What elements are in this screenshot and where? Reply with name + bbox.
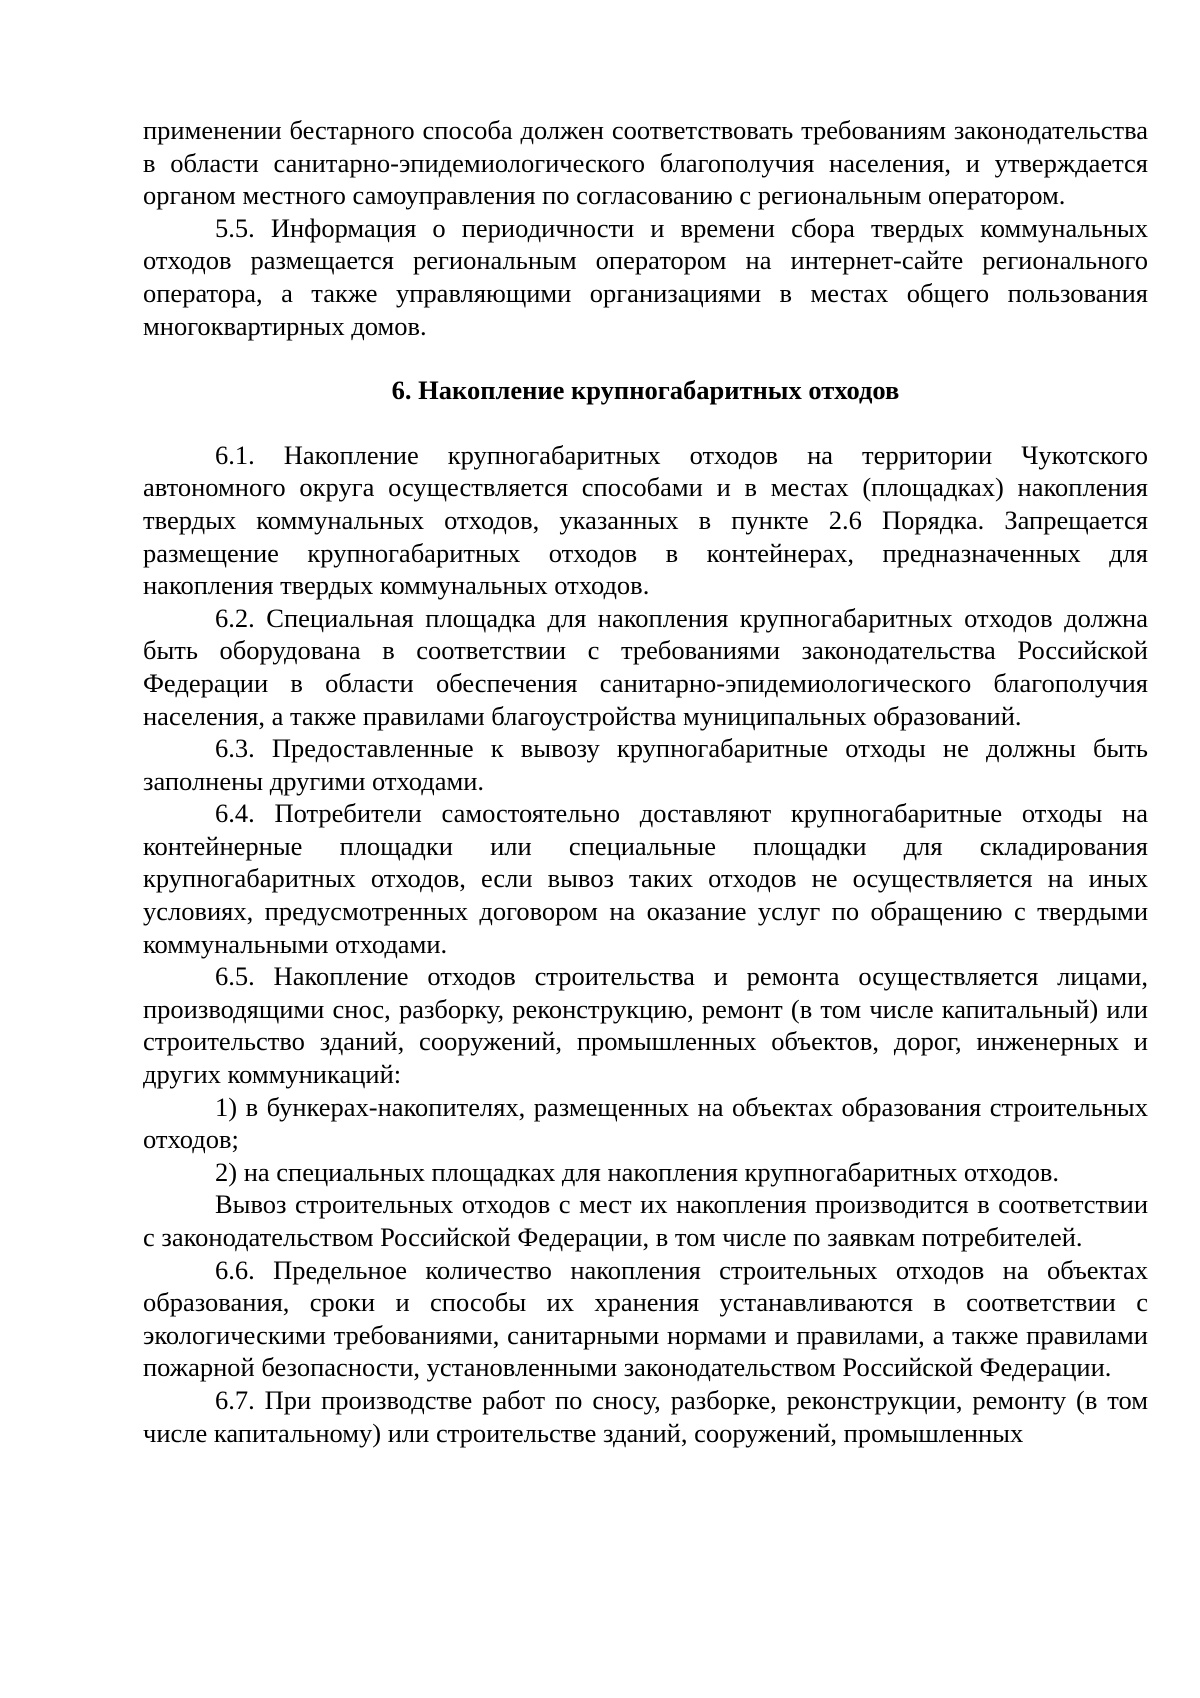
paragraph-5-5: 5.5. Информация о периодичности и времени сбора твердых коммунальных отходов размещается региональным оператором на интернет-сайте регионального оператора, а также управляющими организациями в местах общего пользования многоквартирных домов. — [143, 212, 1148, 341]
paragraph-removal: Вывоз строительных отходов с мест их накопления производится в соответствии с законодательством Российской Федерации, в том числе по заявкам потребителей. — [143, 1189, 1148, 1252]
paragraph-6-3: 6.3. Предоставленные к вывозу крупногабаритные отходы не должны быть заполнены другими отходами. — [143, 733, 1148, 796]
paragraph-6-7: 6.7. При производстве работ по сносу, разборке, реконструкции, ремонту (в том числе капитальному) или строительстве зданий, сооружений, промышленных — [143, 1384, 1148, 1448]
section-title: 6. Накопление крупногабаритных отходов — [391, 375, 900, 406]
list-item-2: 2) на специальных площадках для накопления крупногабаритных отходов. — [215, 1156, 1059, 1187]
paragraph-6-4: 6.4. Потребители самостоятельно доставляют крупногабаритные отходы на контейнерные площадки или специальные площадки для складирования крупногабаритных отходов, если вывоз таких отходов не осуществляется на иных условиях, предусмотренных договором на оказание услуг по обращению с твердыми коммунальными отходами. — [143, 798, 1148, 959]
paragraph-6-5: 6.5. Накопление отходов строительства и ремонта осуществляется лицами, производящими снос, разборку, реконструкцию, ремонт (в том числе капитальный) или строительство зданий, сооружений, промышленных объектов, дорог, инженерных и других коммуникаций: — [143, 961, 1148, 1090]
paragraph-6-1: 6.1. Накопление крупногабаритных отходов на территории Чукотского автономного округа осуществляется способами и в местах (площадках) накопления твердых коммунальных отходов, указанных в пункте 2.6 Порядка. Запрещается размещение крупногабаритных отходов в контейнерах, предназначенных для накопления твердых коммунальных отходов. — [143, 439, 1148, 601]
paragraph-6-2: 6.2. Специальная площадка для накопления крупногабаритных отходов должна быть оборудована в соответствии с требованиями законодательства Российской Федерации в области обеспечения санитарно-эпидемиологического благополучия населения, а также правилами благоустройства муниципальных образований. — [143, 602, 1148, 731]
list-item-1: 1) в бункерах-накопителях, размещенных на объектах образования строительных отходов; — [143, 1091, 1148, 1155]
paragraph-6-6: 6.6. Предельное количество накопления строительных отходов на объектах образования, сроки и способы их хранения устанавливаются в соответствии с экологическими требованиями, санитарными нормами и правилами, а также правилами пожарной безопасности, установленными законодательством Российской Федерации. — [143, 1254, 1148, 1383]
paragraph-continued: применении бестарного способа должен соответствовать требованиям законодательства в области санитарно-эпидемиологического благополучия населения, и утверждается органом местного самоуправления по согласованию с региональным оператором. — [143, 115, 1148, 211]
document-page — [143, 114, 1148, 1449]
